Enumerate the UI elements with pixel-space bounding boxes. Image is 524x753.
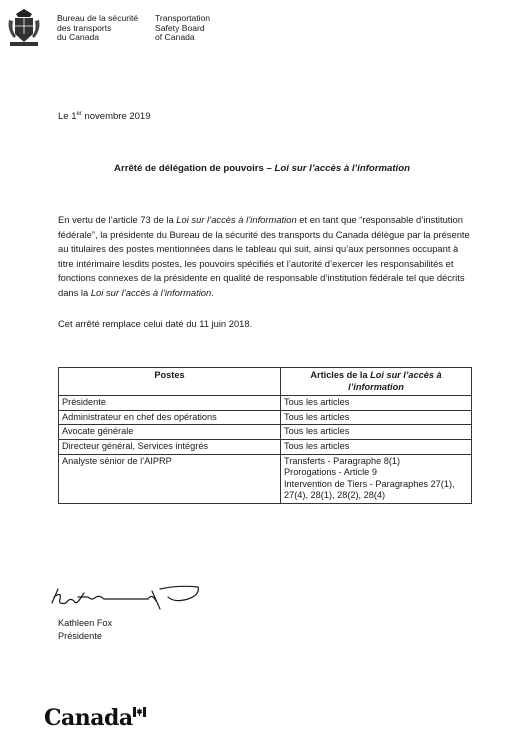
articles-cell: Tous les articles	[281, 410, 472, 425]
org-name-english	[155, 14, 210, 43]
delegation-table	[58, 367, 472, 504]
poste-cell: Présidente	[59, 396, 281, 411]
org-fr-line: du Canada	[57, 32, 100, 43]
column-header-postes: Postes	[59, 368, 281, 396]
date-prefix: Le 1	[58, 111, 77, 122]
table-row	[59, 396, 472, 411]
para-text-1: En vertu de l’article 73 de la	[58, 214, 177, 225]
handwritten-signature	[48, 583, 208, 615]
table-row	[59, 439, 472, 454]
articles-cell: Tous les articles	[281, 425, 472, 440]
org-en-line: of Canada	[155, 32, 195, 43]
table-row	[59, 410, 472, 425]
column-header-articles	[281, 368, 472, 396]
replacement-note: Cet arrêté remplace celui daté du 11 juin 2018.	[58, 318, 253, 329]
org-en-line: Transportation	[155, 13, 211, 23]
org-en-line: Safety Board	[155, 22, 205, 33]
org-fr-line: des transports	[57, 22, 112, 33]
article-line: Prorogations - Article 9	[284, 467, 377, 478]
article-line: Transferts - Paragraphe 8(1)	[284, 455, 401, 466]
delegation-paragraph	[58, 213, 470, 301]
canada-wordmark: Canada	[44, 705, 133, 731]
articles-cell: Tous les articles	[281, 396, 472, 411]
para-law-name-2: Loi sur l’accès à l’information	[90, 286, 212, 298]
signatory	[58, 617, 112, 643]
table-row	[59, 425, 472, 440]
poste-cell: Analyste sénior de l’AIPRP	[59, 454, 281, 503]
header-italic: Loi sur l’accès à l’information	[348, 370, 442, 392]
coat-of-arms-icon	[6, 8, 42, 48]
poste-cell: Avocate générale	[59, 425, 281, 440]
title-italic: Loi sur l’accès à l’information	[274, 163, 410, 174]
para-end: .	[211, 286, 214, 298]
date-suffix: novembre 2019	[81, 111, 151, 122]
table-row	[59, 454, 472, 503]
poste-cell: Directeur général, Services intégrés	[59, 439, 281, 454]
signatory-role: Présidente	[58, 631, 102, 641]
article-line: Intervention de Tiers - Paragraphes 27(1), 27(4), 28(1), 28(2), 28(4)	[284, 478, 455, 501]
para-law-name-1: Loi sur l’accès à l’information	[176, 214, 297, 225]
articles-cell	[281, 454, 472, 503]
letter-date	[58, 111, 151, 122]
table-header-row	[59, 368, 472, 396]
flag-icon	[133, 707, 146, 717]
title-plain: Arrêté de délégation de pouvoirs –	[114, 163, 275, 174]
org-fr-line: Bureau de la sécurité	[57, 13, 139, 23]
header-plain: Articles de la	[310, 370, 371, 380]
document-title	[0, 163, 524, 174]
para-text-2: et en tant que “responsable d’institution fédérale”, la présidente du Bureau de la sécurité des transports du Canada délègue par la présente au titulaires des postes mentionnées dans le tableau qui suit, ainsi qu’aux personnes occupant à titre intérimaire lesdits postes, les pouvoirs spécifiés et l’autorité d’exercer les responsabilités et fonctions connexes de la présidente en qualité de responsable d’institution fédérale tel que décrits dans la	[58, 214, 470, 298]
org-name-french	[57, 14, 138, 43]
articles-cell: Tous les articles	[281, 439, 472, 454]
date-superscript: er	[76, 110, 82, 117]
poste-cell: Administrateur en chef des opérations	[59, 410, 281, 425]
signatory-name: Kathleen Fox	[58, 618, 113, 628]
